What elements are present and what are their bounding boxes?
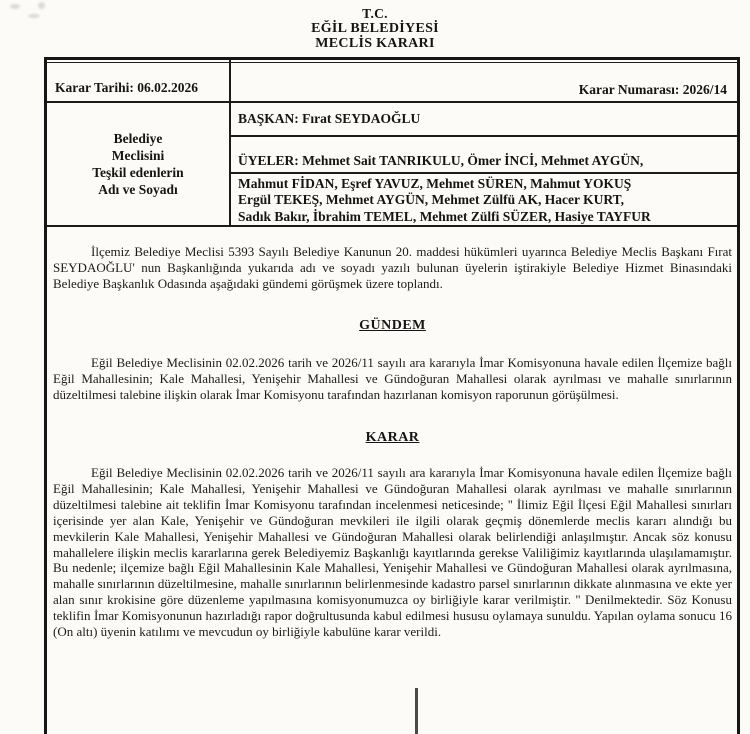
uyeler-line: Ergül TEKEŞ, Mehmet AYGÜN, Mehmet Zülfü AK, Hacer KURT, [238, 192, 625, 208]
header-municipality: EĞİL BELEDİYESİ [311, 21, 439, 36]
intro-paragraph: İlçemiz Belediye Meclisi 5393 Sayılı Belediye Kanunun 20. maddesi hükümleri uyarınca Belediye Meclis Başkanı Fırat SEYDAOĞLU' nun Başkanlığında yukarıda adı ve soyadı yazılı bulunan üyelerin iştirakiyle Belediye Hizmet Binasındaki Belediye Başkanlık Odasında aşağıdaki gündemi görüşmek üzere toplandı. [53, 244, 732, 291]
karar-tarihi: Karar Tarihi: 06.02.2026 [47, 60, 231, 101]
header-doc-type: MECLİS KARARI [315, 36, 435, 51]
members-label-line: Teşkil edenlerin [92, 165, 184, 180]
decision-box [44, 57, 740, 734]
double-border-line [47, 62, 737, 63]
info-table-row-members [47, 103, 737, 227]
scan-artifact [415, 688, 418, 734]
info-table-row-dates [47, 60, 737, 103]
members-label-cell [47, 103, 231, 225]
members-label-line: Meclisini [111, 148, 165, 163]
members-label-line: Adı ve Soyadı [98, 182, 178, 197]
karar-numarasi: Karar Numarası: 2026/14 [578, 82, 727, 97]
karar-heading: KARAR [365, 430, 420, 445]
decision-body [47, 244, 737, 640]
uyeler-rows-rest [231, 174, 737, 225]
uyeler-row-first: ÜYELER: Mehmet Sait TANRIKULU, Ömer İNCİ, Mehmet AYGÜN, [231, 137, 737, 174]
decision-info-table [47, 60, 737, 227]
gundem-heading: GÜNDEM [359, 318, 426, 333]
uyeler-line: Mahmut FİDAN, Eşref YAVUZ, Mehmet SÜREN, Mahmut YOKUŞ [238, 176, 632, 192]
baskan-row: BAŞKAN: Fırat SEYDAOĞLU [231, 103, 737, 137]
members-label-line: Belediye [113, 131, 163, 146]
header-tc: T.C. [362, 6, 388, 21]
gundem-paragraph: Eğil Belediye Meclisinin 02.02.2026 tarih ve 2026/11 sayılı ara kararıyla İmar Komisyonuna havale edilen İlçemize bağlı Eğil Mahallesinin; Kale Mahallesi, Yenişehir Mahallesi ve Gündoğuran Mahallesi olarak ayrılması ve mahalle sınırlarının düzeltilmesi talebine ilişkin olarak İmar Komisyonu tarafından hazırlanan komisyon raporunun görüşülmesi. [53, 355, 732, 402]
doc-header [0, 6, 750, 51]
karar-paragraph: Eğil Belediye Meclisinin 02.02.2026 tarih ve 2026/11 sayılı ara kararıyla İmar Komisyonuna havale edilen İlçemize bağlı Eğil Mahallesinin; Kale Mahallesi, Yenişehir Mahallesi ve Gündoğuran Mahallesi olarak ayrılması ve mahalle sınırlarının düzeltilmesi talebine ait teklifin İmar Komisyonu tarafından incelenmesi neticesinde; '' İlimiz Eğil İlçesi Eğil Mahallesi sınırları içerisinde yer alan Kale, Yenişehir ve Gündoğuran mevkileri ile ilgili olarak geçmiş dönemlerde meclis kararı alındığı bu mevkilerin Kale Mahallesi, Yenişehir Mahallesi ve Gündoğuran Mahallesi olarak belirlendiği anlaşılmıştır. Ancak söz konusu mahallelere ilişkin meclis kararlarına gerek Belediyemiz Başkanlığı kayıtlarında gerekse Valiliğimiz kayıtlarında ulaşılamamıştır. Bu nedenle; ilçemize bağlı Eğil Mahallesinin Kale Mahallesi, Yenişehir Mahallesi ve Gündoğuran Mahallesi olarak ayrılmasına, mahalle sınırlarının düzeltilmesine, mahalle sınırlarının belirlenmesinde kadastro parsel sınırlarının dikkate alınmasına ve ekte yer alan sınır krokisine göre düzenleme yapılmasına komisyonumuzca oy birliğiyle karar verilmiştir. '' Denilmektedir. Söz Konusu teklifin İmar Komisyonunun hazırladığı rapor doğrultusunda kabul edilmesi hususu oylamaya sunuldu. Yapılan oylama sonucu 16 (On altı) üyenin katılımı ve mevcudun oy birliğiyle kabulüne karar verildi. [53, 465, 732, 640]
members-list-cell [231, 103, 737, 225]
uyeler-line: Sadık Bakır, İbrahim TEMEL, Mehmet Zülfi SÜZER, Hasiye TAYFUR [238, 208, 651, 224]
